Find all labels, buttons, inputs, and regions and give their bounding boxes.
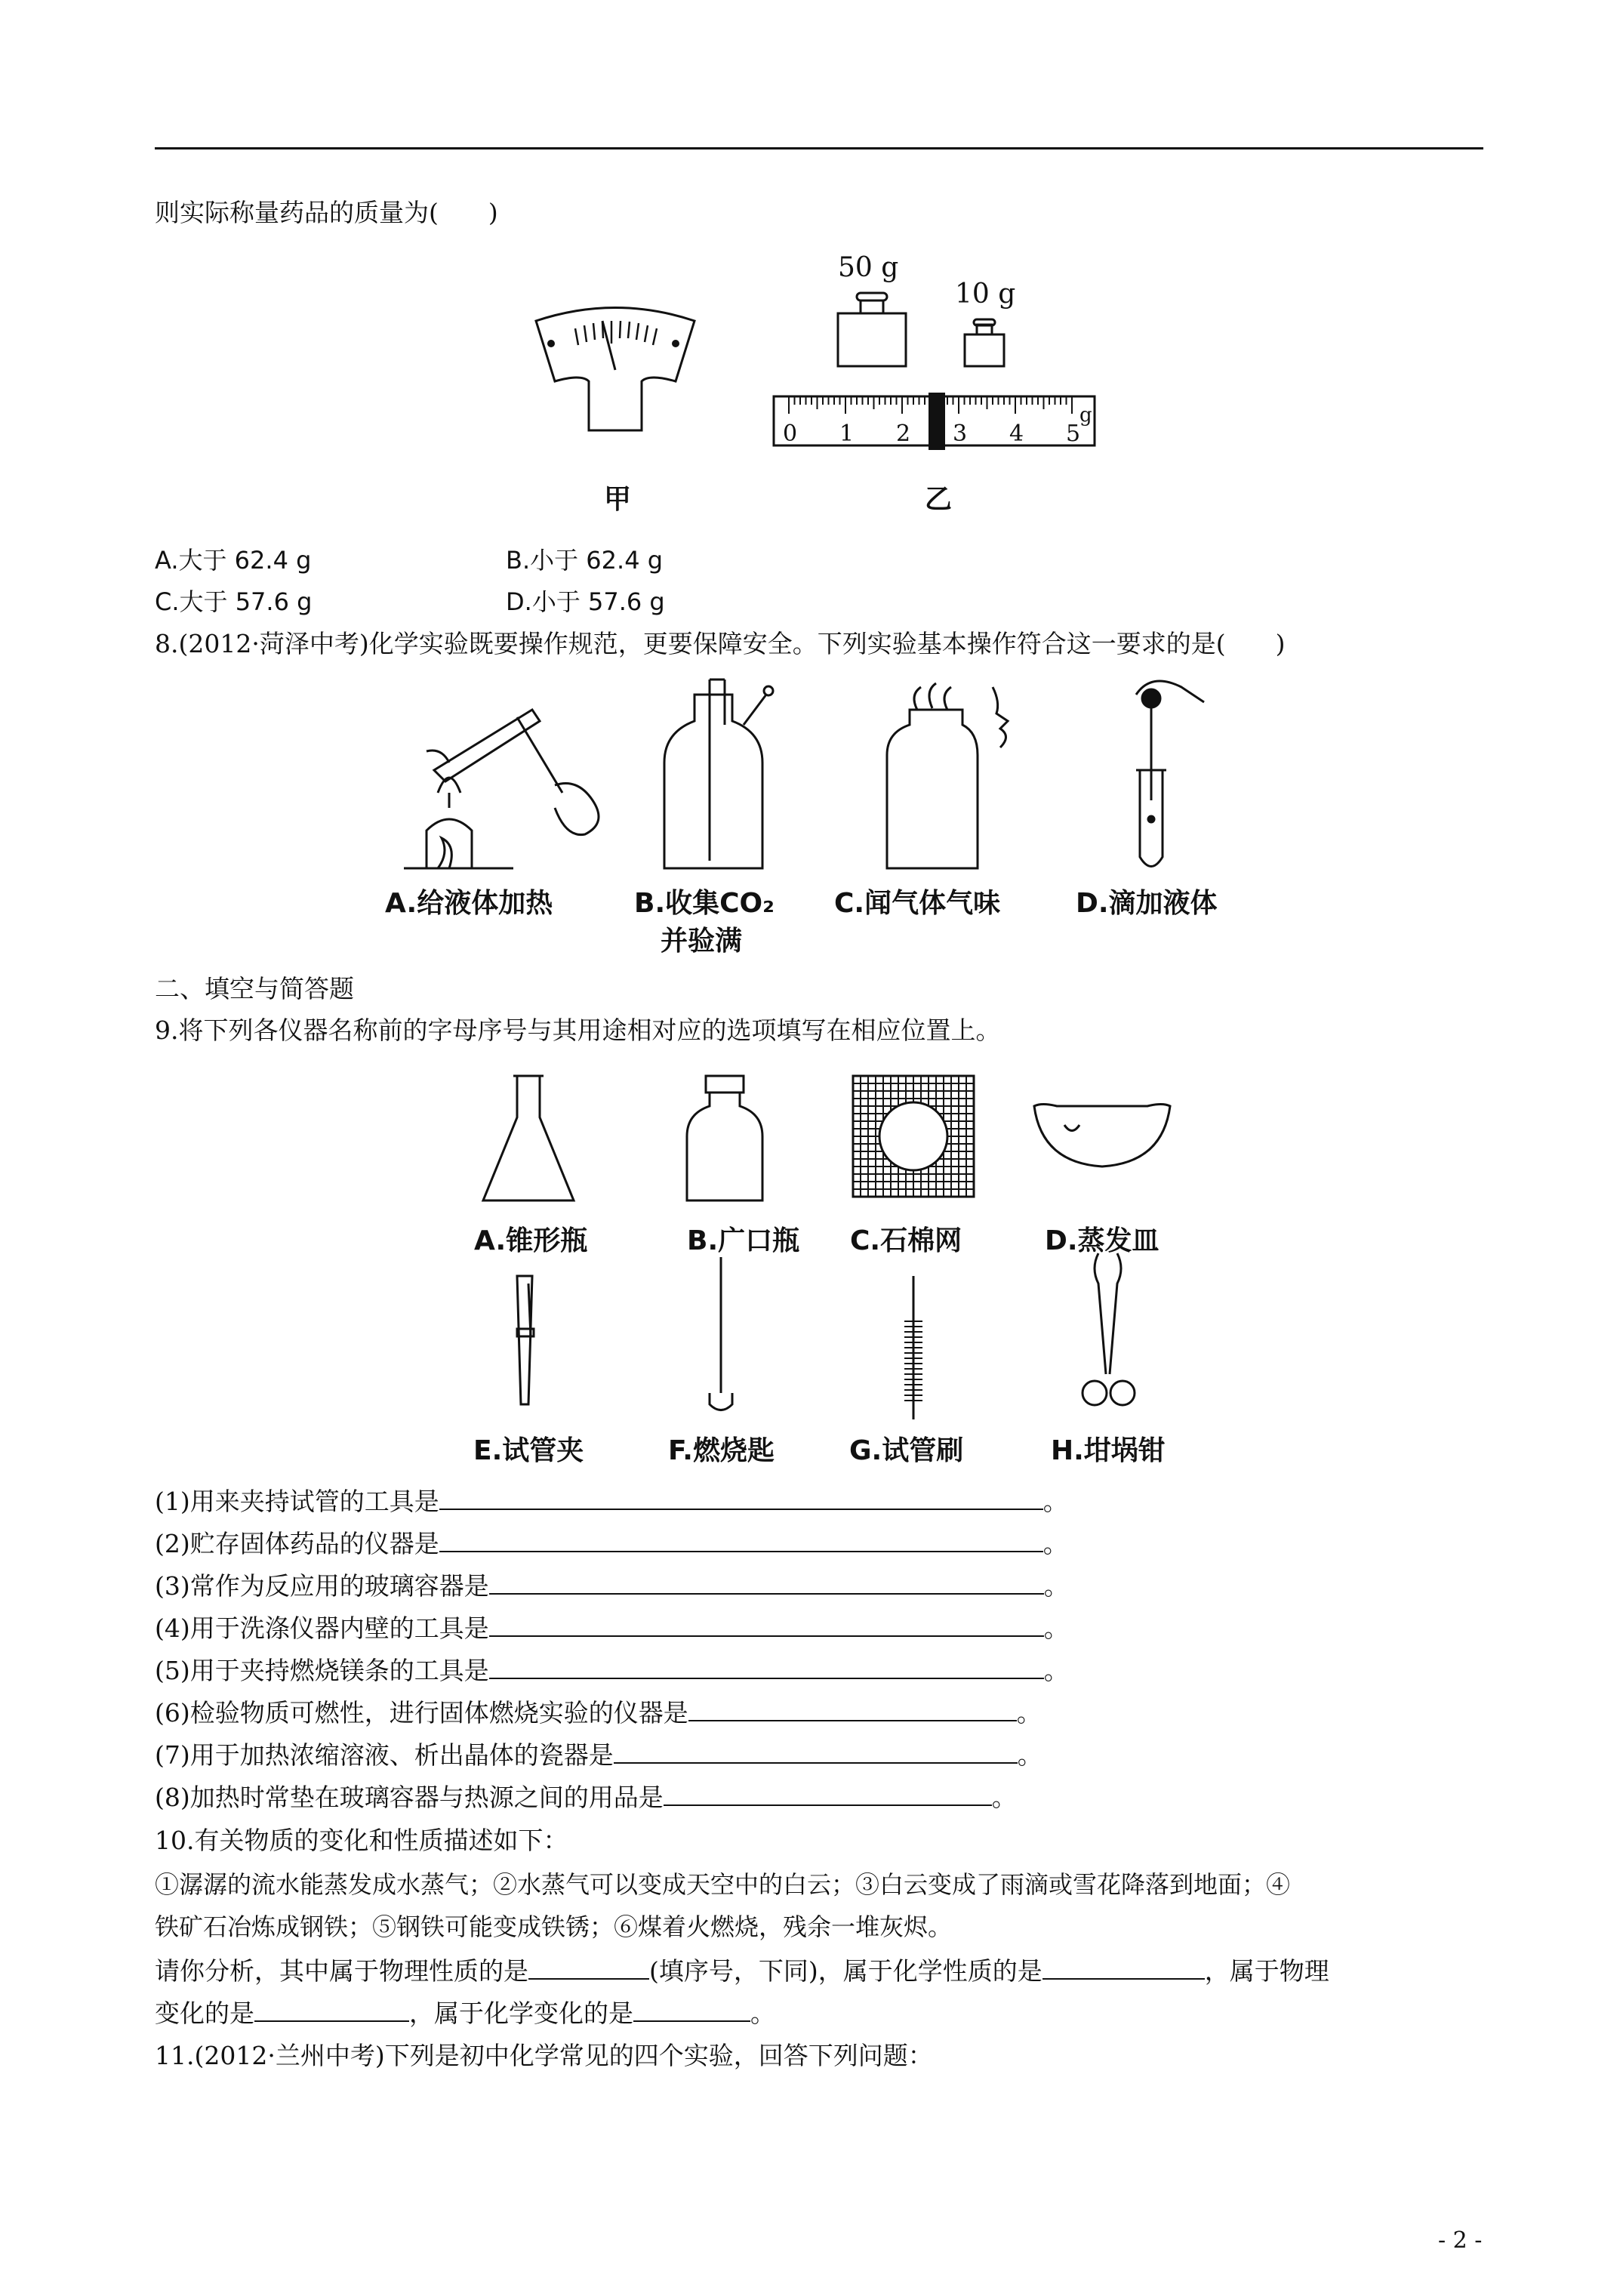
heating-liquid-illustration xyxy=(404,710,599,868)
instrument-h: H.坩埚钳 xyxy=(1051,1435,1166,1466)
q10-ask-line2: 变化的是 ，属于化学变化的是 。 xyxy=(155,1999,775,2028)
answer-blank-8[interactable] xyxy=(664,1782,992,1806)
q9-item-3: (3)常作为反应用的玻璃容器是 。 xyxy=(155,1571,1069,1601)
q11-stem: 11.(2012·兰州中考)下列是初中化学常见的四个实验，回答下列问题： xyxy=(155,2041,933,2070)
q9-item-4: (4)用于洗涤仪器内壁的工具是 。 xyxy=(155,1613,1069,1643)
wide-mouth-bottle xyxy=(687,1076,762,1200)
q9-item-5: (5)用于夹持燃烧镁条的工具是 。 xyxy=(155,1656,1069,1685)
ruler-unit-label: g xyxy=(1079,404,1092,427)
weight-50g xyxy=(838,313,906,366)
weight-10g xyxy=(965,334,1004,366)
answer-blank-chemical-property[interactable] xyxy=(1042,1955,1205,1980)
test-tube-holder xyxy=(517,1276,534,1404)
answer-blank-1[interactable] xyxy=(439,1486,1043,1510)
label-yi: 乙 xyxy=(925,484,953,515)
q8-caption-a: A.给液体加热 xyxy=(385,888,553,919)
q7-option-c: C.大于 57.6 g xyxy=(155,587,313,616)
header-rule xyxy=(155,147,1483,149)
dropping-liquid-tube xyxy=(1136,681,1204,867)
q8-stem: 8.(2012·菏泽中考)化学实验既要操作规范，更要保障安全。下列实验基本操作符合这一要求的是( ) xyxy=(155,629,1286,658)
q8-operations-figure xyxy=(404,680,1295,876)
combustion-spoon xyxy=(710,1257,732,1410)
instrument-a: A.锥形瓶 xyxy=(474,1225,588,1256)
q10-line1: ①潺潺的流水能蒸发成水蒸气；②水蒸气可以变成天空中的白云；③白云变成了雨滴或雪花降落到地面；④ xyxy=(155,1870,1291,1899)
q7-stem: 则实际称量药品的质量为( ) xyxy=(155,198,498,227)
q10-ask-line1: 请你分析，其中属于物理性质的是 (填序号，下同)，属于化学性质的是 ，属于物理 xyxy=(155,1956,1329,1986)
weight-10g-label: 10 g xyxy=(955,279,1016,310)
instruments-row2-figure xyxy=(502,1253,1196,1419)
answer-blank-7[interactable] xyxy=(614,1740,1018,1764)
answer-blank-chemical-change[interactable] xyxy=(633,1998,750,2022)
instrument-e: E.试管夹 xyxy=(473,1435,584,1466)
answer-blank-4[interactable] xyxy=(489,1613,1044,1637)
q9-item-8: (8)加热时常垫在玻璃容器与热源之间的用品是 。 xyxy=(155,1783,1017,1812)
test-tube-brush xyxy=(904,1276,922,1419)
instrument-d: D.蒸发皿 xyxy=(1045,1225,1160,1256)
instrument-c: C.石棉网 xyxy=(850,1225,962,1256)
instrument-b: B.广口瓶 xyxy=(687,1225,800,1256)
balance-dial-figure xyxy=(528,298,702,434)
ruler-tick-label: 5 xyxy=(1066,421,1081,447)
weight-50g-label: 50 g xyxy=(838,252,899,283)
ruler-rider xyxy=(929,393,945,450)
crucible-tongs xyxy=(1083,1253,1135,1405)
ruler-tick-label: 2 xyxy=(896,421,911,447)
rider-ruler xyxy=(774,393,1098,453)
q7-option-b: B.小于 62.4 g xyxy=(506,546,664,575)
q9-item-6: (6)检验物质可燃性，进行固体燃烧实验的仪器是 。 xyxy=(155,1698,1042,1727)
q8-caption-d: D.滴加液体 xyxy=(1076,888,1218,919)
ruler-tick-label: 0 xyxy=(783,421,798,447)
q10-line2: 铁矿石冶炼成钢铁；⑤钢铁可能变成铁锈；⑥煤着火燃烧，残余一堆灰烬。 xyxy=(155,1912,953,1941)
answer-blank-2[interactable] xyxy=(439,1528,1043,1552)
asbestos-gauze xyxy=(853,1076,974,1197)
q8-caption-b: B.收集CO₂ xyxy=(634,888,775,919)
instruments-row1-figure xyxy=(483,1072,1193,1208)
instrument-f: F.燃烧匙 xyxy=(668,1435,775,1466)
ruler-tick-label: 1 xyxy=(839,421,855,447)
q9-item-7: (7)用于加热浓缩溶液、析出晶体的瓷器是 。 xyxy=(155,1740,1042,1770)
answer-blank-physical-change[interactable] xyxy=(254,1998,409,2022)
answer-blank-6[interactable] xyxy=(688,1697,1017,1721)
ruler-tick-label: 3 xyxy=(953,421,968,447)
q8-caption-c: C.闻气体气味 xyxy=(834,888,1001,919)
gas-collection-bottle xyxy=(664,680,773,868)
ruler-tick-label: 4 xyxy=(1009,421,1024,447)
q7-option-d: D.小于 57.6 g xyxy=(506,587,665,616)
section-title: 二、填空与简答题 xyxy=(155,974,354,1003)
instrument-g: G.试管刷 xyxy=(849,1435,964,1466)
page-number: - 2 - xyxy=(1438,2227,1483,2254)
answer-blank-5[interactable] xyxy=(489,1655,1044,1679)
q8-caption-b-line2: 并验满 xyxy=(661,926,743,957)
answer-blank-3[interactable] xyxy=(489,1570,1044,1595)
q9-item-2: (2)贮存固体药品的仪器是 。 xyxy=(155,1529,1068,1558)
q9-item-1: (1)用来夹持试管的工具是 。 xyxy=(155,1487,1068,1516)
smelling-gas-bottle xyxy=(887,683,1008,868)
conical-flask xyxy=(483,1076,574,1200)
q9-stem: 9.将下列各仪器名称前的字母序号与其用途相对应的选项填写在相应位置上。 xyxy=(155,1015,1001,1045)
q10-stem: 10.有关物质的变化和性质描述如下： xyxy=(155,1826,568,1855)
q7-option-a: A.大于 62.4 g xyxy=(155,546,312,575)
label-jia: 甲 xyxy=(604,484,632,515)
answer-blank-physical-property[interactable] xyxy=(528,1955,649,1980)
evaporating-dish xyxy=(1034,1105,1170,1167)
weights-figure xyxy=(838,287,1027,370)
